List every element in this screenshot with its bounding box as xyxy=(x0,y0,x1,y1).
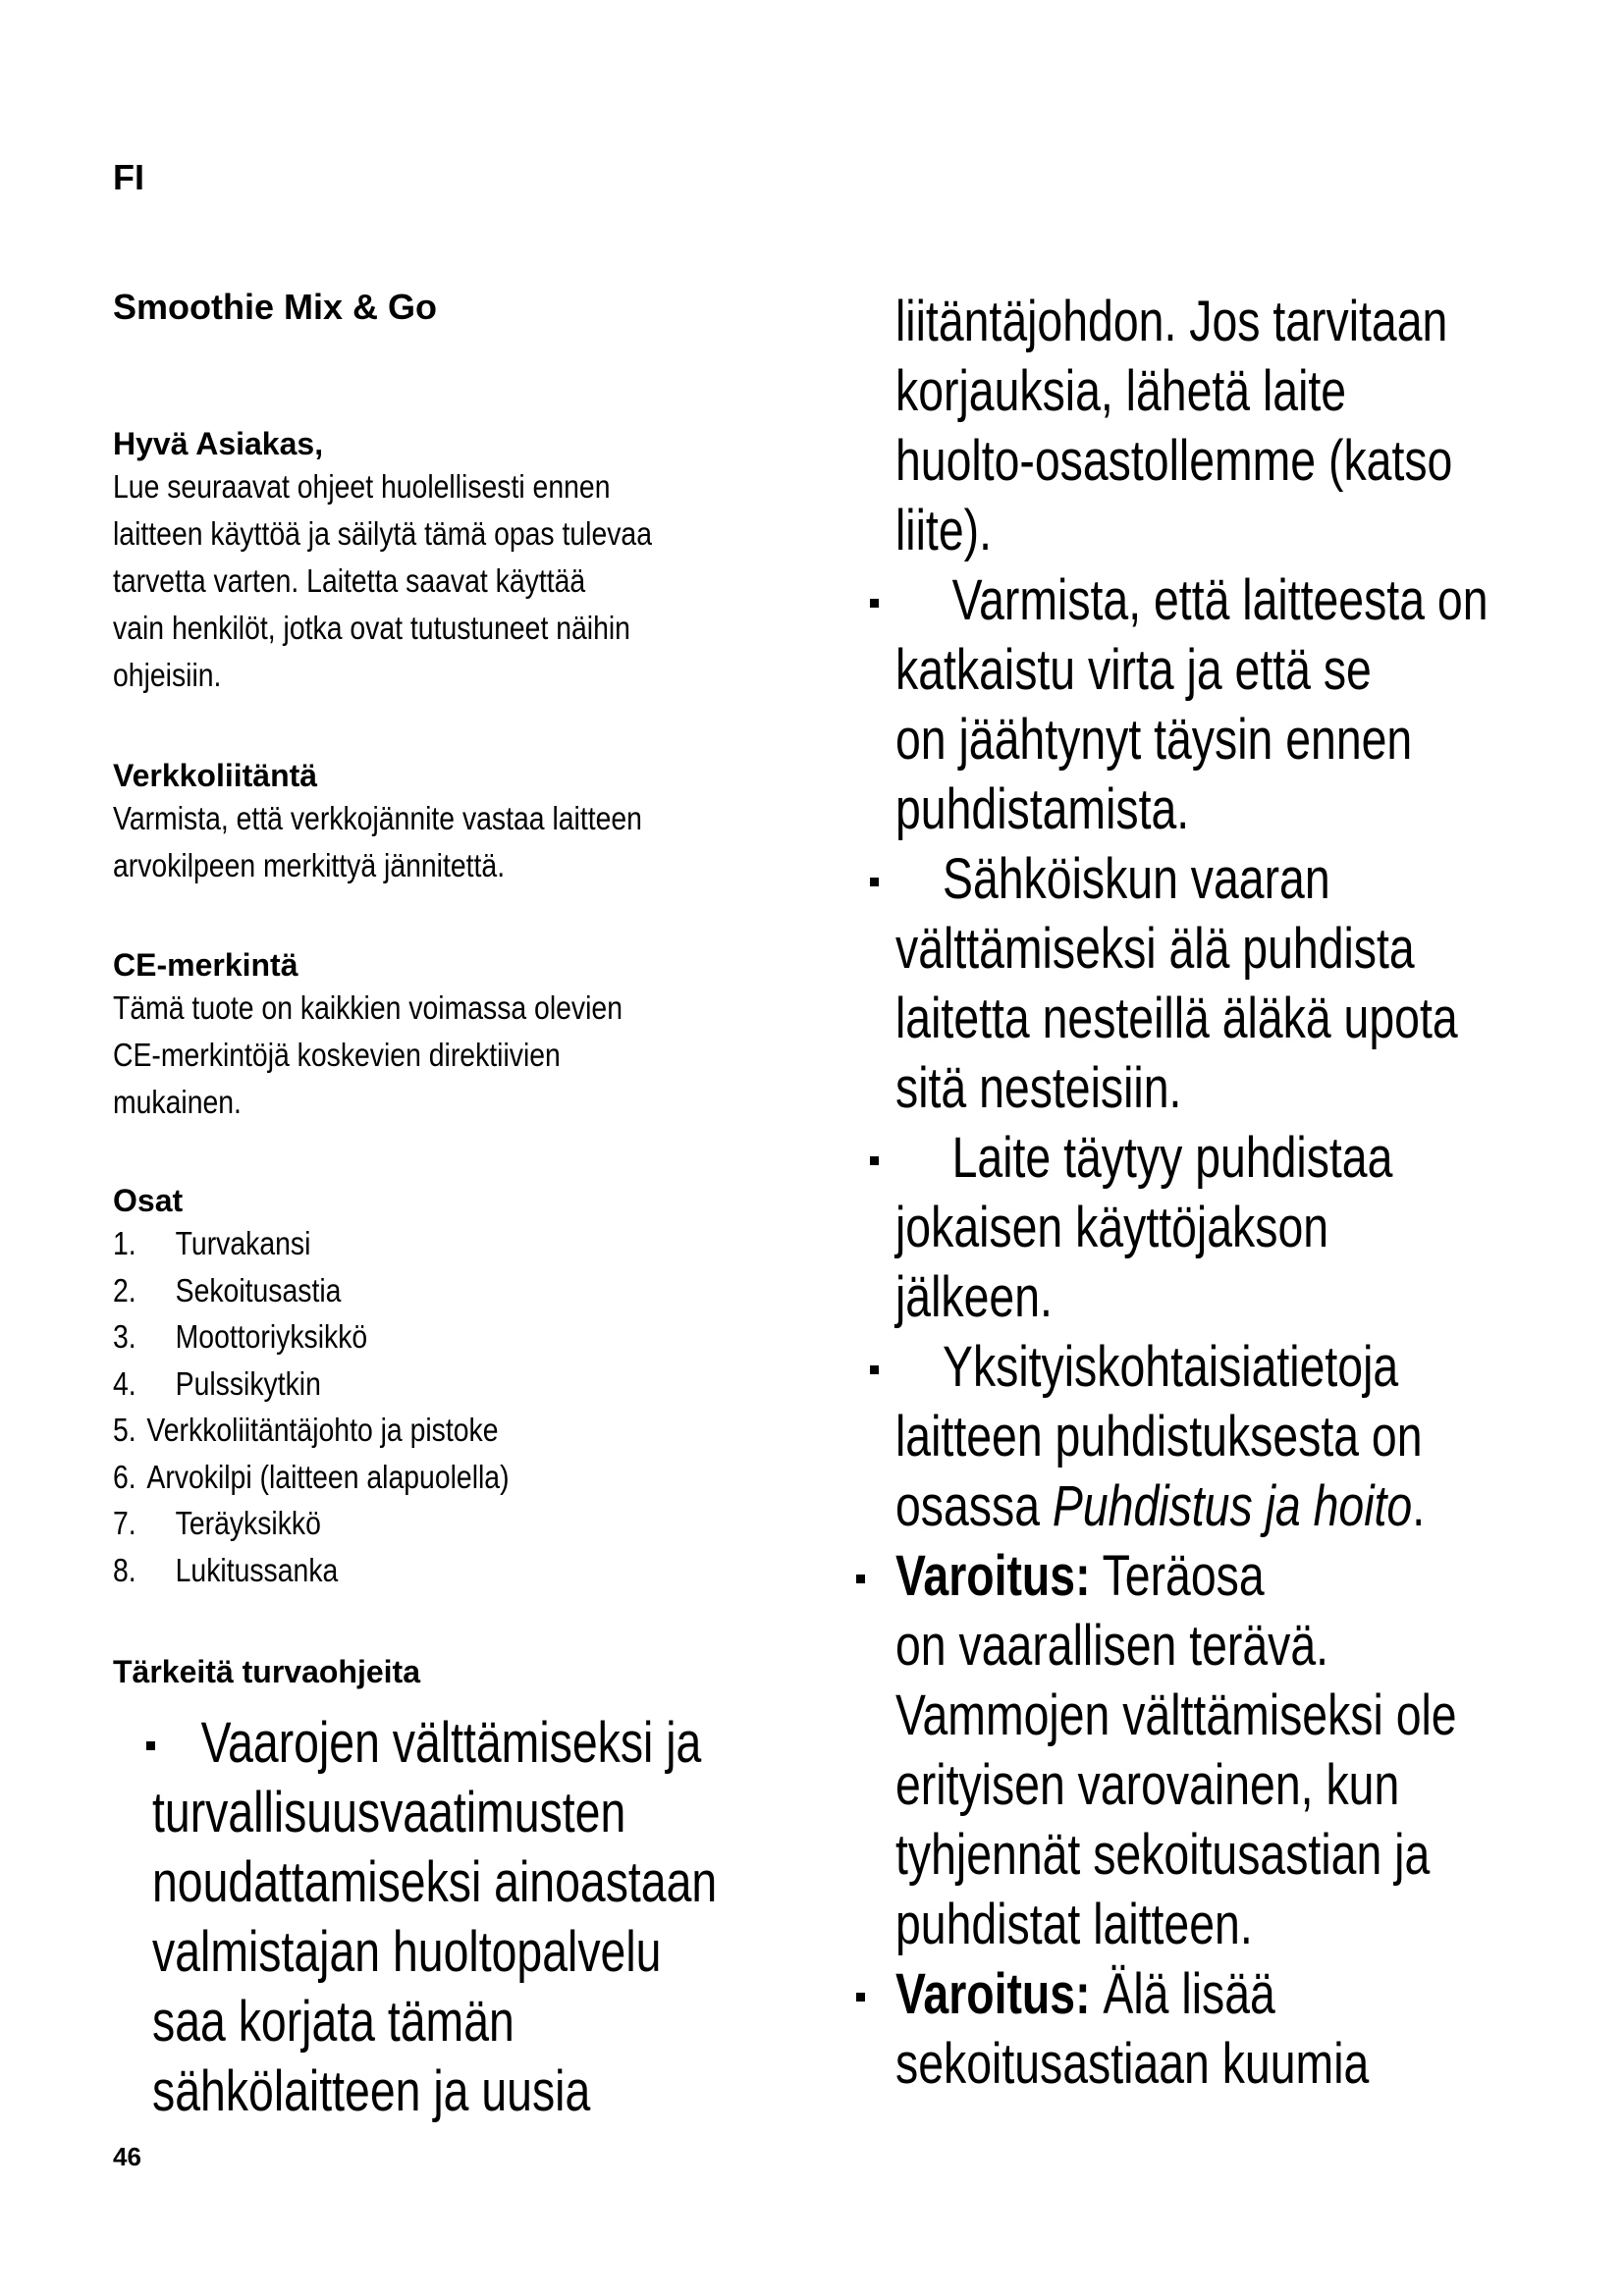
greeting-section xyxy=(113,424,800,699)
safety-line: saa korjata tämän xyxy=(152,1990,514,2054)
network-line: Varmista, että verkkojännite vastaa laitteen xyxy=(113,800,642,836)
parts-heading: Osat xyxy=(113,1183,184,1218)
safety-line: sekoitusastiaan kuumia xyxy=(895,2032,1370,2096)
part-number: 5. xyxy=(113,1412,136,1448)
bullet-icon xyxy=(856,1575,865,1583)
part-label: Moottoriyksikkö xyxy=(175,1318,368,1355)
safety-line xyxy=(895,1541,1489,1611)
ce-line: mukainen. xyxy=(113,1084,242,1120)
safety-line: jälkeen. xyxy=(895,1265,1053,1329)
part-label: Sekoitusastia xyxy=(175,1271,342,1308)
warning-label: Varoitus: xyxy=(895,1544,1091,1608)
bullet-icon xyxy=(870,1365,879,1374)
safety-line: jokaisen käyttöjakson xyxy=(895,1196,1329,1259)
list-item xyxy=(113,1547,704,1594)
list-item xyxy=(113,1500,704,1547)
bullet-icon xyxy=(870,1156,879,1165)
safety-text: Älä lisää xyxy=(1090,1962,1275,2026)
safety-line: liite). xyxy=(895,499,992,562)
safety-line: Sähköiskun vaaran xyxy=(943,847,1330,911)
safety-line: valmistajan huoltopalvelu xyxy=(152,1920,662,1984)
safety-line: sähkölaitteen ja uusia xyxy=(152,2059,591,2123)
safety-line: Vammojen välttämiseksi ole xyxy=(895,1683,1457,1747)
safety-line: puhdistat laitteen. xyxy=(895,1893,1253,1956)
section-reference: Puhdistus ja hoito xyxy=(1052,1474,1413,1538)
part-label: Verkkoliitäntäjohto ja pistoke xyxy=(146,1412,499,1448)
bullet-icon xyxy=(856,1993,865,2002)
safety-text: . xyxy=(1412,1474,1426,1538)
list-item xyxy=(113,1313,704,1361)
part-label: Pulssikytkin xyxy=(175,1364,321,1402)
list-item xyxy=(113,1361,704,1408)
network-heading: Verkkoliitäntä xyxy=(113,758,318,793)
safety-line: on jäähtynyt täysin ennen xyxy=(895,708,1413,772)
safety-line: noudattamiseksi ainoastaan xyxy=(152,1850,718,1914)
safety-line: sitä nesteisiin. xyxy=(895,1056,1182,1120)
list-item xyxy=(113,1454,704,1501)
safety-line: Yksityiskohtaisiatietoja xyxy=(943,1335,1399,1399)
safety-heading: Tärkeitä turvaohjeita xyxy=(113,1654,420,1689)
safety-line: Laite täytyy puhdistaa xyxy=(951,1126,1393,1190)
part-label: Teräyksikkö xyxy=(175,1505,321,1541)
part-label: Arvokilpi (laitteen alapuolella) xyxy=(146,1458,510,1495)
safety-line: liitäntäjohdon. Jos tarvitaan xyxy=(895,290,1448,353)
part-label: Turvakansi xyxy=(175,1225,311,1261)
safety-bullet xyxy=(895,844,1624,914)
safety-bullet xyxy=(895,565,1624,635)
page-number: 46 xyxy=(113,2142,141,2171)
list-item xyxy=(113,1220,704,1267)
safety-line: korjauksia, lähetä laite xyxy=(895,359,1347,423)
warning-bullet xyxy=(895,1959,1624,2029)
part-number: 8. xyxy=(113,1551,136,1588)
safety-line: erityisen varovainen, kun xyxy=(895,1753,1400,1817)
greeting-line: ohjeisiin. xyxy=(113,657,222,693)
greeting-line: vain henkilöt, jotka ovat tutustuneet näihin xyxy=(113,610,630,646)
safety-section xyxy=(113,1652,800,1691)
safety-left-column xyxy=(152,1708,858,2126)
part-number: 1. xyxy=(113,1225,136,1261)
list-item xyxy=(113,1407,704,1454)
warning-bullet xyxy=(895,1541,1624,1611)
safety-bullet xyxy=(152,1708,858,1778)
part-number: 4. xyxy=(113,1364,136,1402)
safety-line: laitetta nesteillä äläkä upota xyxy=(895,987,1458,1050)
bullet-icon xyxy=(870,599,879,608)
safety-line: välttämiseksi älä puhdista xyxy=(895,917,1415,981)
safety-line xyxy=(895,1471,1489,1541)
part-number: 3. xyxy=(113,1318,136,1355)
safety-line: Vaarojen välttämiseksi ja xyxy=(200,1711,702,1775)
greeting-line: laitteen käyttöä ja säilytä tämä opas tulevaa xyxy=(113,515,653,552)
safety-line: puhdistamista. xyxy=(895,777,1190,841)
greeting-heading: Hyvä Asiakas, xyxy=(113,426,324,461)
parts-list xyxy=(113,1220,800,1593)
network-section xyxy=(113,756,800,889)
safety-line: laitteen puhdistuksesta on xyxy=(895,1405,1423,1468)
part-label: Lukitussanka xyxy=(175,1551,339,1588)
parts-section xyxy=(113,1181,800,1593)
safety-text: Teräosa xyxy=(1090,1544,1265,1608)
safety-text: osassa xyxy=(895,1474,1053,1538)
ce-heading: CE-merkintä xyxy=(113,947,298,983)
network-line: arvokilpeen merkittyä jännitettä. xyxy=(113,847,506,883)
safety-line: turvallisuusvaatimusten xyxy=(152,1781,626,1844)
part-number: 2. xyxy=(113,1271,136,1308)
safety-line: katkaistu virta ja että se xyxy=(895,638,1372,702)
safety-right-column xyxy=(895,287,1624,2099)
safety-line: on vaarallisen terävä. xyxy=(895,1614,1329,1678)
safety-line: huolto-osastollemme (katso xyxy=(895,429,1453,493)
greeting-line: Lue seuraavat ohjeet huolellisesti ennen xyxy=(113,468,611,505)
ce-line: CE-merkintöjä koskevien direktiivien xyxy=(113,1037,561,1073)
product-title: Smoothie Mix & Go xyxy=(113,287,438,327)
safety-bullet xyxy=(895,1332,1624,1402)
ce-line: Tämä tuote on kaikkien voimassa olevien xyxy=(113,989,623,1026)
warning-label: Varoitus: xyxy=(895,1962,1091,2026)
greeting-line: tarvetta varten. Laitetta saavat käyttää xyxy=(113,562,586,599)
safety-line xyxy=(895,1959,1489,2029)
safety-bullet xyxy=(895,1123,1624,1193)
language-code: FI xyxy=(113,157,144,197)
safety-line: tyhjennät sekoitusastian ja xyxy=(895,1823,1431,1887)
part-number: 6. xyxy=(113,1458,136,1495)
safety-line: Varmista, että laitteesta on xyxy=(951,568,1489,632)
list-item xyxy=(113,1267,704,1314)
bullet-icon xyxy=(870,878,879,886)
ce-section xyxy=(113,945,800,1126)
part-number: 7. xyxy=(113,1505,136,1541)
